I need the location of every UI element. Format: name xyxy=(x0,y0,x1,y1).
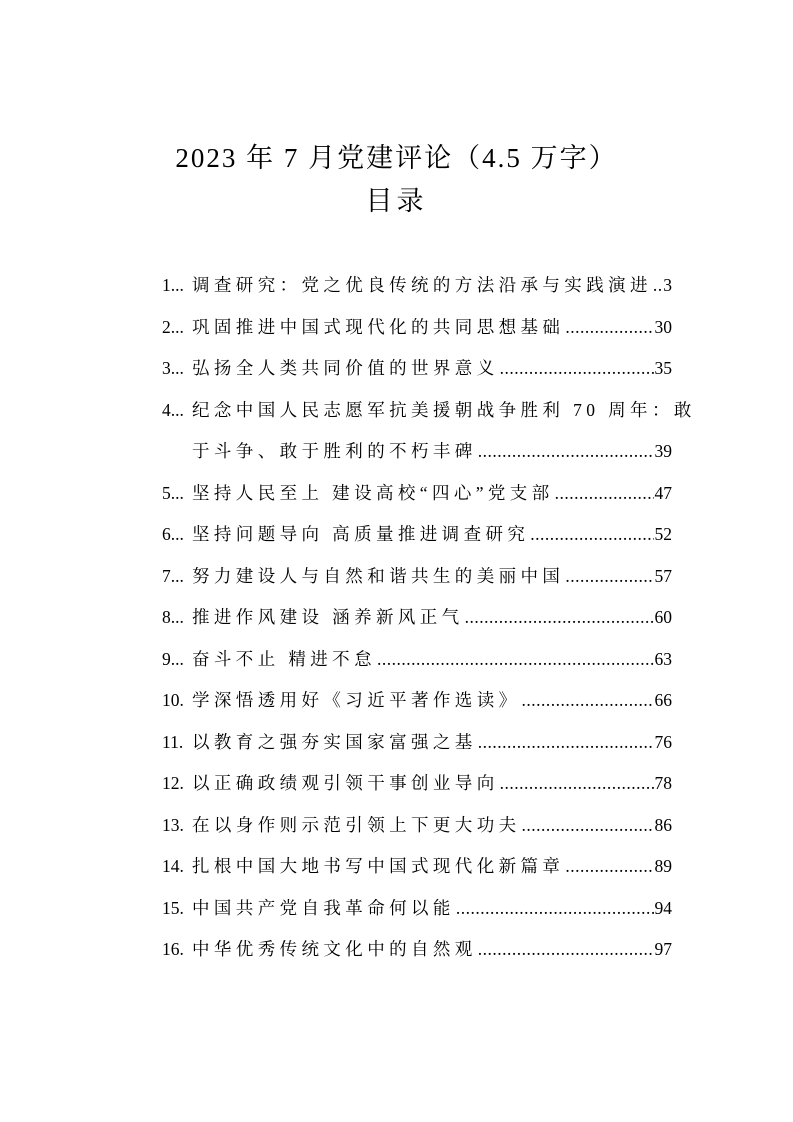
toc-entry-page: 52 xyxy=(654,524,672,544)
toc-entry-page: 35 xyxy=(654,358,672,378)
toc-dot-leader xyxy=(377,644,654,674)
toc-entry-number: 14. xyxy=(162,856,184,876)
toc-entry-page: 47 xyxy=(654,482,672,503)
toc-entry-title: 推进作风建设 涵养新风正气 xyxy=(192,607,464,627)
toc-dot-leader xyxy=(456,893,654,923)
toc-dot-leader xyxy=(565,851,653,881)
toc-entry-number: 6... xyxy=(162,524,184,544)
toc-entry-12[interactable] xyxy=(162,768,672,810)
toc-entry-title: 中华优秀传统文化中的自然观 xyxy=(192,939,477,959)
toc-entry-title-continued: 于斗争、敢于胜利的不朽丰碑 xyxy=(192,441,477,461)
toc-dot-leader xyxy=(478,727,654,757)
toc-entry-page: 86 xyxy=(654,814,672,835)
toc-entry-1[interactable] xyxy=(162,270,672,312)
toc-entry-number: 9... xyxy=(162,648,184,669)
toc-entry-number: 10. xyxy=(162,690,184,710)
toc-entry-6[interactable] xyxy=(162,519,672,561)
toc-entry-page: 57 xyxy=(654,565,672,586)
toc-entry-number: 1... xyxy=(162,275,184,295)
toc-entry-title: 中国共产党自我革命何以能 xyxy=(192,897,455,918)
toc-dot-leader xyxy=(465,602,654,632)
toc-dot-leader xyxy=(522,685,654,715)
toc-entry-4-continued[interactable] xyxy=(162,436,672,478)
toc-entry-title: 坚持问题导向 高质量推进调查研究 xyxy=(192,524,530,544)
toc-entry-title: 以正确政绩观引领干事创业导向 xyxy=(192,773,499,793)
toc-entry-page: 78 xyxy=(654,773,672,793)
toc-entry-page: 94 xyxy=(654,897,672,918)
document-title: 2023 年 7 月党建评论（4.5 万字） xyxy=(175,143,618,173)
toc-dot-leader xyxy=(478,934,654,964)
toc-entry-title: 调查研究：党之优良传统的方法沿承与实践演进 xyxy=(192,275,652,295)
toc-entry-number: 13. xyxy=(162,814,184,835)
toc-entry-page: 66 xyxy=(654,690,672,710)
toc-entry-number: 2... xyxy=(162,316,184,337)
toc-heading: 目录 xyxy=(365,186,428,216)
toc-entry-number: 12. xyxy=(162,773,184,793)
toc-entry-13[interactable] xyxy=(162,810,672,852)
toc-entry-5[interactable] xyxy=(162,478,672,520)
table-of-contents xyxy=(162,270,696,976)
toc-dot-leader xyxy=(522,810,654,840)
toc-entry-page: 3 xyxy=(663,275,672,295)
toc-dot-leader xyxy=(500,353,654,383)
toc-entry-page: 39 xyxy=(654,441,672,461)
toc-entry-14[interactable] xyxy=(162,851,672,893)
toc-entry-16[interactable] xyxy=(162,934,672,976)
toc-entry-number: 3... xyxy=(162,358,184,378)
toc-entry-number: 4... xyxy=(162,399,184,420)
toc-entry-title: 在以身作则示范引领上下更大功夫 xyxy=(192,814,521,835)
toc-entry-9[interactable] xyxy=(162,644,672,686)
toc-entry-page: 76 xyxy=(654,731,672,752)
toc-entry-3[interactable] xyxy=(162,353,672,395)
toc-entry-title: 努力建设人与自然和谐共生的美丽中国 xyxy=(192,565,565,586)
toc-entry-page: 30 xyxy=(654,316,672,337)
toc-dot-leader xyxy=(478,436,654,466)
toc-dot-leader xyxy=(653,270,662,300)
toc-entry-title: 奋斗不止 精进不怠 xyxy=(192,648,376,669)
toc-dot-leader xyxy=(555,478,654,508)
toc-dot-leader xyxy=(565,561,653,591)
toc-entry-8[interactable] xyxy=(162,602,672,644)
toc-entry-11[interactable] xyxy=(162,727,672,769)
toc-entry-title: 坚持人民至上 建设高校“四心”党支部 xyxy=(192,482,554,503)
toc-entry-page: 89 xyxy=(654,856,672,876)
toc-entry-number: 8... xyxy=(162,607,184,627)
toc-entry-title: 弘扬全人类共同价值的世界意义 xyxy=(192,358,499,378)
toc-entry-title: 以教育之强夯实国家富强之基 xyxy=(192,731,477,752)
toc-dot-leader xyxy=(530,519,653,549)
toc-entry-page: 60 xyxy=(654,607,672,627)
toc-entry-title: 学深悟透用好《习近平著作选读》 xyxy=(192,690,521,710)
toc-entry-number: 11. xyxy=(162,731,184,752)
toc-entry-number: 16. xyxy=(162,939,184,959)
toc-entry-10[interactable] xyxy=(162,685,672,727)
toc-dot-leader xyxy=(500,768,654,798)
toc-entry-7[interactable] xyxy=(162,561,672,603)
toc-entry-number: 7... xyxy=(162,565,184,586)
toc-dot-leader xyxy=(565,312,653,342)
toc-entry-title: 扎根中国大地书写中国式现代化新篇章 xyxy=(192,856,565,876)
toc-entry-page: 97 xyxy=(654,939,672,959)
toc-entry-2[interactable] xyxy=(162,312,672,354)
toc-entry-title: 纪念中国人民志愿军抗美援朝战争胜利 70 周年：敢 xyxy=(192,399,696,420)
toc-entry-page: 63 xyxy=(654,648,672,669)
toc-entry-number: 5... xyxy=(162,482,184,503)
toc-entry-number: 15. xyxy=(162,897,184,918)
toc-entry-4[interactable] xyxy=(162,395,696,437)
toc-entry-title: 巩固推进中国式现代化的共同思想基础 xyxy=(192,316,565,337)
toc-entry-15[interactable] xyxy=(162,893,672,935)
